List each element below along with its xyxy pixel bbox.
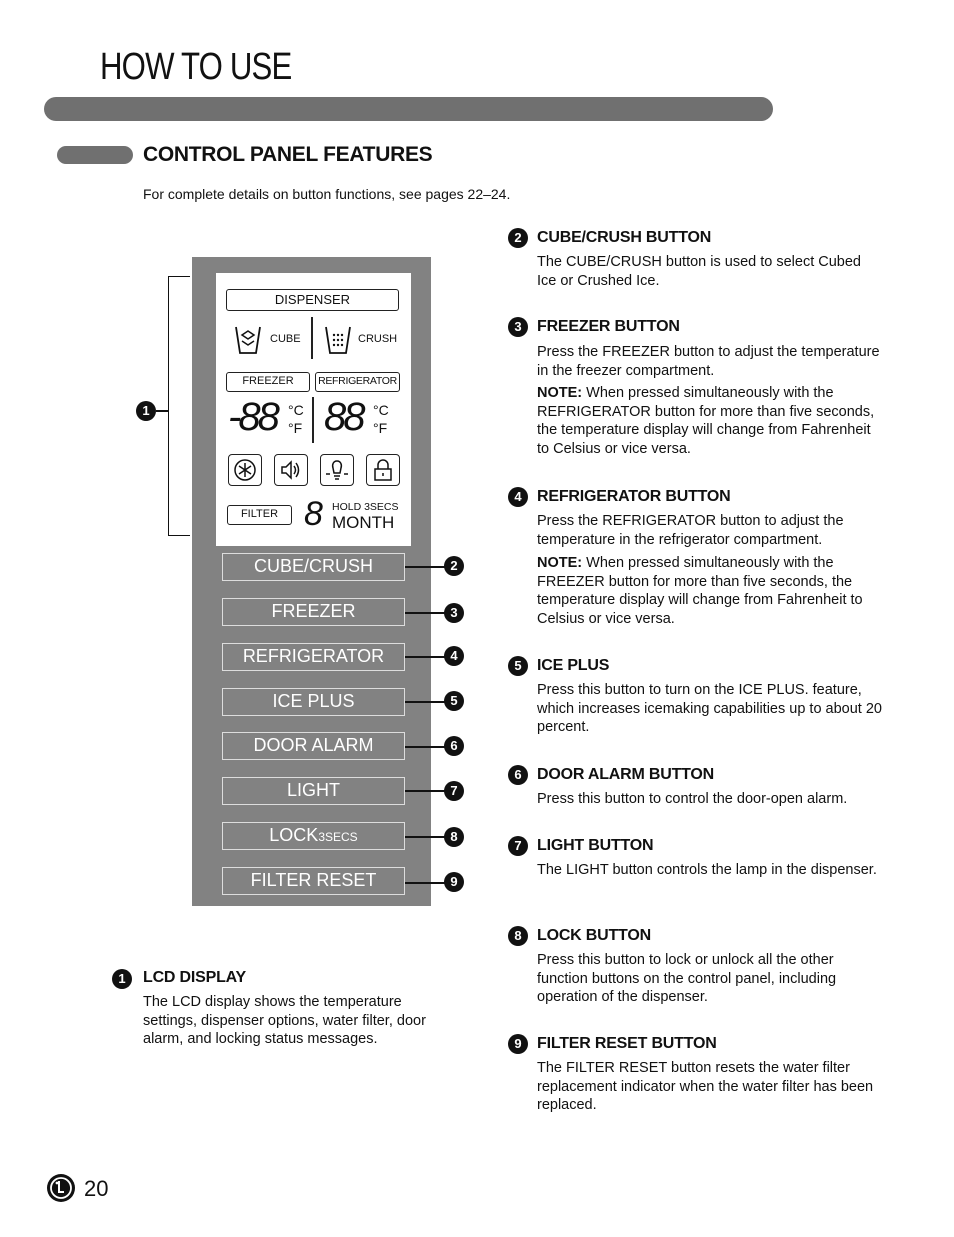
item-5-body: Press this button to turn on the ICE PLUS. feature, which increases icemaking capabilities up to about 20 percent. [537,682,882,735]
note-label: NOTE: [537,555,583,571]
page-number: 20 [84,1176,109,1201]
callout-2: 2 [444,556,464,576]
note-text: When pressed simultaneously with the FREEZER button for more than five seconds, the temperature display will change from Fahrenheit to Celsius or vice versa. [537,555,863,627]
lock-button-label: LOCK [269,825,319,845]
item-7-body: The LIGHT button controls the lamp in the dispenser. [537,862,877,878]
item-4-number: 4 [508,487,528,507]
door-alarm-icon [274,454,308,486]
callout-7: 7 [444,781,464,801]
leader-line [405,746,445,748]
leader-line [405,882,445,884]
item-9-body: The FILTER RESET button resets the water filter replacement indicator when the water filter has been replaced. [537,1060,874,1113]
note-text: When pressed simultaneously with the REFRIGERATOR button for more than five seconds, the temperature display will change from Fahrenheit to Celsius or vice versa. [537,385,875,457]
item-6-title: DOOR ALARM BUTTON [537,766,715,783]
cube-icon [232,321,264,355]
light-button[interactable]: LIGHT [222,777,405,805]
callout-9: 9 [444,872,464,892]
leader-line [405,566,445,568]
freezer-unit-f: °F [288,420,303,436]
item-5-title: ICE PLUS [537,657,610,674]
lcd-refrigerator-label: REFRIGERATOR [315,372,400,392]
lock-button-suffix: 3SECS [318,830,358,844]
lcd-display [216,273,411,546]
filter-digit-display: 8 [304,495,320,533]
lcd-dispenser-label: DISPENSER [226,289,399,311]
item-4-note [537,554,882,628]
leader-line [405,656,445,658]
refrigerator-button[interactable]: REFRIGERATOR [222,643,405,671]
lock-button[interactable] [222,822,405,850]
item-8-title: LOCK BUTTON [537,927,651,944]
item-3-body: Press the FREEZER button to adjust the temperature in the freezer compartment. [537,344,880,379]
callout-4: 4 [444,646,464,666]
lcd-month-label: MONTH [332,513,395,532]
crush-icon [323,321,353,355]
leader-line [405,790,445,792]
item-8-body: Press this button to lock or unlock all the other function buttons on the control panel, including operation of the dispenser. [537,952,837,1005]
lcd-temp-divider [312,397,314,443]
callout-6: 6 [444,736,464,756]
lcd-cube-label: CUBE [270,333,301,345]
ice-plus-button[interactable]: ICE PLUS [222,688,405,716]
callout-3: 3 [444,603,464,623]
lcd-filter-label: FILTER [227,505,292,525]
lcd-crush-label: CRUSH [358,333,398,345]
item-3-number: 3 [508,317,528,337]
lcd-bracket-tick [156,410,168,412]
freezer-button[interactable]: FREEZER [222,598,405,626]
lcd-hold-label: HOLD 3SECS [332,501,399,513]
light-icon [320,454,354,486]
item-6-number: 6 [508,765,528,785]
header-bar [44,97,773,121]
item-1-body: The LCD display shows the temperature settings, dispenser options, water filter, door alarm, and locking status messages. [143,994,426,1047]
fridge-unit-f: °F [373,420,388,436]
callout-5: 5 [444,691,464,711]
item-1-title: LCD DISPLAY [143,969,247,986]
filter-reset-button[interactable]: FILTER RESET [222,867,405,895]
page-header-title: HOW TO USE [100,46,292,88]
item-2-number: 2 [508,228,528,248]
item-1-number: 1 [112,969,132,989]
cube-crush-button[interactable]: CUBE/CRUSH [222,553,405,581]
lock-icon [366,454,400,486]
item-7-title: LIGHT BUTTON [537,837,654,854]
item-9-title: FILTER RESET BUTTON [537,1035,717,1052]
item-3-title: FREEZER BUTTON [537,318,680,335]
leader-line [405,612,445,614]
item-3-note [537,384,882,458]
item-7-number: 7 [508,836,528,856]
item-6-body: Press this button to control the door-open alarm. [537,791,848,807]
leader-line [405,836,445,838]
freezer-temp-display: -88 [228,395,277,439]
fridge-unit-c: °C [373,402,389,418]
lcd-freezer-label: FREEZER [226,372,310,392]
lcd-bracket [168,276,190,536]
fridge-temp-display: 88 [324,395,363,439]
note-label: NOTE: [537,385,583,401]
item-4-body: Press the REFRIGERATOR button to adjust the temperature in the refrigerator compartment. [537,513,844,548]
lg-logo-icon [46,1173,76,1203]
callout-8: 8 [444,827,464,847]
item-9-number: 9 [508,1034,528,1054]
lcd-divider [311,317,313,359]
freezer-unit-c: °C [288,402,304,418]
item-2-title: CUBE/CRUSH BUTTON [537,229,712,246]
door-alarm-button[interactable]: DOOR ALARM [222,732,405,760]
item-5-number: 5 [508,656,528,676]
item-2-body: The CUBE/CRUSH button is used to select Cubed Ice or Crushed Ice. [537,254,861,289]
section-title: CONTROL PANEL FEATURES [143,143,433,166]
callout-1: 1 [136,401,156,421]
section-pill [57,146,133,164]
item-8-number: 8 [508,926,528,946]
leader-line [405,701,445,703]
item-4-title: REFRIGERATOR BUTTON [537,488,731,505]
ice-plus-icon [228,454,262,486]
section-intro: For complete details on button functions, see pages 22–24. [143,186,511,202]
